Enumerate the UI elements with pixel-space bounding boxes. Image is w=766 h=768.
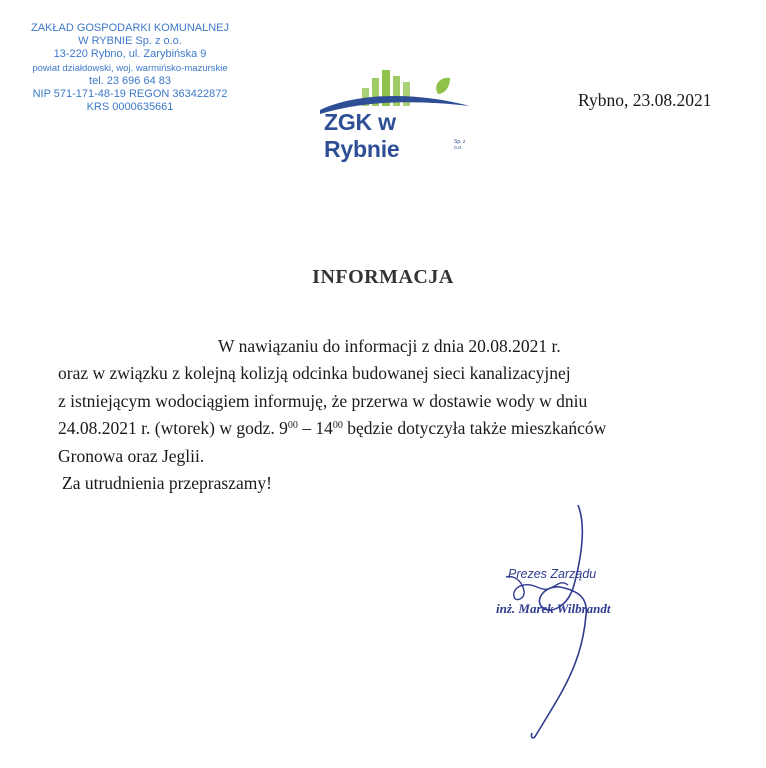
stamp-line: ZAKŁAD GOSPODARKI KOMUNALNEJ (30, 22, 230, 34)
stamp-line: powiat działdowski, woj. warmińsko-mazurskie (32, 62, 228, 74)
stamp-line: NIP 571-171-48-19 REGON 363422872 (32, 88, 228, 101)
superscript: 00 (287, 420, 298, 432)
company-logo (318, 66, 473, 162)
logo-name: ZGK w Rybnie (324, 109, 400, 162)
stamp-line: 13-220 Rybno, ul. Zarybińska 9 (53, 48, 207, 61)
document-body (58, 333, 748, 497)
stamp-line: KRS 0000635661 (86, 101, 174, 114)
logo-suffix: Sp. z o.o. (454, 139, 466, 151)
signature-role: Prezes Zarządu (508, 567, 597, 581)
signature-name: inż. Marek Wilbrandt (496, 601, 611, 616)
document-date: Rybno, 23.08.2021 (578, 90, 712, 110)
body-line (58, 415, 748, 442)
body-text: będzie dotyczyła także mieszkańców (342, 418, 607, 439)
body-line: z istniejącym wodociągiem informuję, że przerwa w dostawie wody w dniu (58, 390, 588, 411)
company-stamp (10, 22, 250, 114)
body-line: Za utrudnienia przepraszamy! (62, 473, 272, 494)
body-text: 24.08.2021 r. (wtorek) w godz. 9 (58, 418, 288, 439)
body-line: W nawiązaniu do informacji z dnia 20.08.2021 r. (218, 336, 561, 356)
body-line: Gronowa oraz Jeglii. (58, 445, 205, 466)
stamp-line: W RYBNIE Sp. z o.o. (78, 35, 182, 48)
body-text: – 14 (297, 418, 333, 439)
handwritten-signature-icon (490, 495, 650, 745)
document-title: INFORMACJA (312, 266, 454, 288)
superscript: 00 (332, 420, 343, 432)
body-line: oraz w związku z kolejną kolizją odcinka budowanej sieci kanalizacyjnej (58, 363, 571, 384)
stamp-line: tel. 23 696 64 83 (89, 74, 171, 87)
